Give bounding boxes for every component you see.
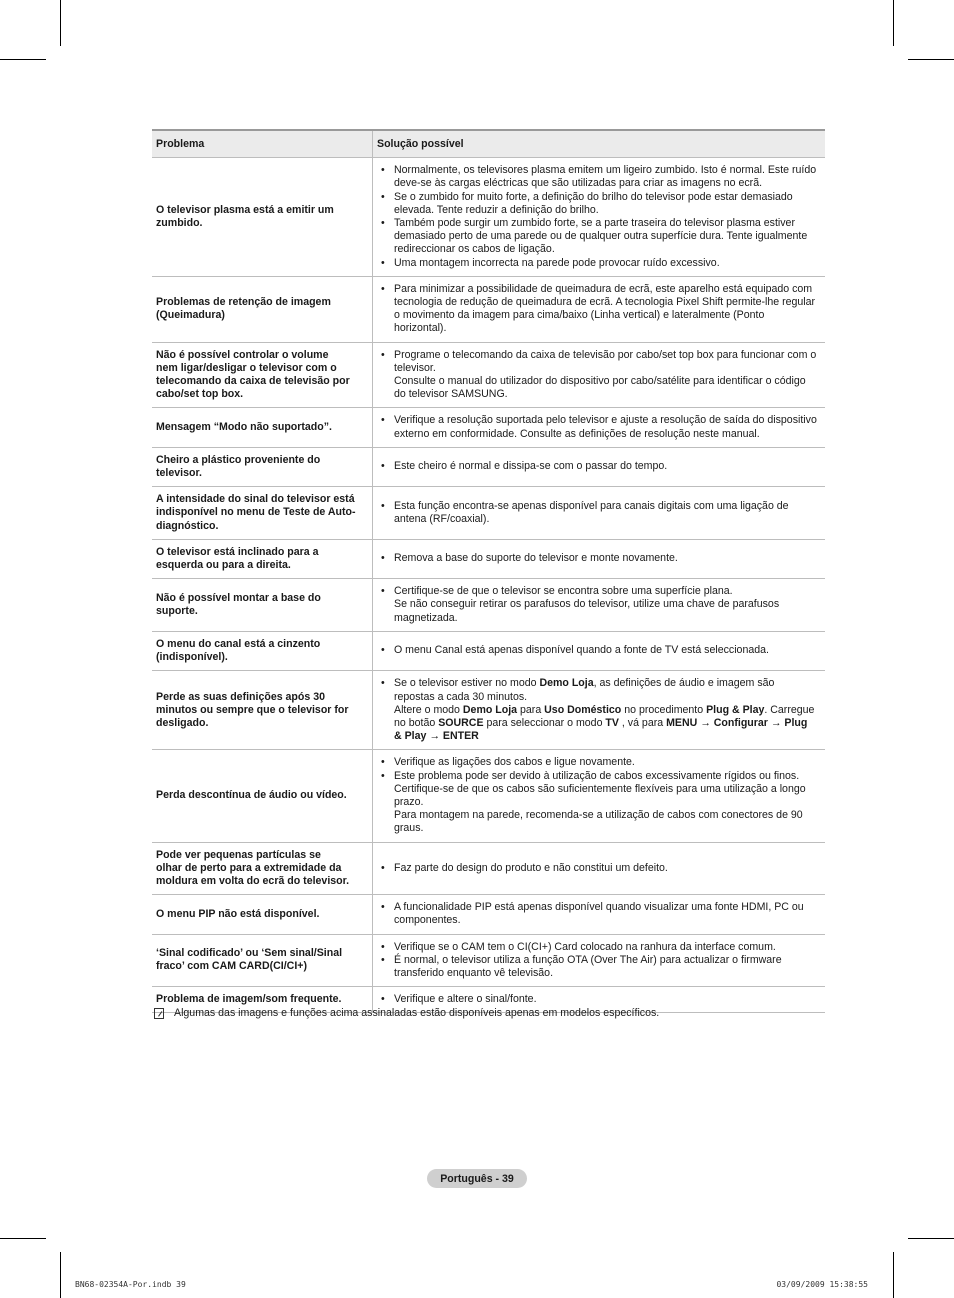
solution-cell	[373, 750, 826, 842]
solution-item	[379, 257, 817, 270]
solution-cell	[373, 487, 826, 540]
solution-text: Verifique se o CAM tem o CI(CI+) Card colocado na ranhura da interface comum.	[394, 940, 776, 953]
problem-text: nem ligar/desligar o televisor com o	[156, 361, 337, 374]
solution-list	[379, 349, 817, 402]
table-row	[152, 342, 825, 408]
problem-cell	[152, 539, 373, 578]
note-icon	[154, 1008, 164, 1019]
solution-text: no procedimento	[621, 703, 707, 716]
note-text: Algumas das imagens e funções acima assinaladas estão disponíveis apenas em modelos específicos.	[174, 1007, 660, 1019]
table-row	[152, 408, 825, 447]
solution-item	[379, 217, 817, 257]
solution-list	[379, 862, 817, 875]
table-body	[152, 158, 825, 1013]
solution-cell	[373, 842, 826, 895]
problem-text: ‘Sinal codificado’ ou ‘Sem sinal/Sinal	[156, 947, 343, 960]
solution-emphasis: Plug & Play	[394, 716, 808, 743]
solution-list	[379, 164, 817, 270]
problem-text: indisponível no menu de Teste de Auto-	[156, 506, 356, 519]
solution-text: Altere o modo	[394, 703, 463, 716]
solution-continuation	[379, 809, 817, 835]
solution-cell	[373, 408, 826, 447]
problem-text: Mensagem “Modo não suportado”.	[156, 421, 332, 434]
problem-text: televisor.	[156, 467, 202, 480]
solution-list	[379, 941, 817, 981]
table-row	[152, 158, 825, 277]
problem-cell	[152, 895, 373, 934]
solution-text: Faz parte do design do produto e não constitui um defeito.	[394, 861, 668, 874]
solution-text: Uma montagem incorrecta na parede pode provocar ruído excessivo.	[394, 256, 720, 269]
solution-list	[379, 901, 817, 927]
problem-text: Problema de imagem/som frequente.	[156, 993, 342, 1006]
troubleshooting-table	[152, 129, 825, 1013]
solution-cell	[373, 276, 826, 342]
problem-cell	[152, 342, 373, 408]
problem-text: O televisor plasma está a emitir um	[156, 203, 334, 216]
table-row	[152, 447, 825, 486]
solution-emphasis: ENTER	[442, 730, 479, 743]
table-header-row	[152, 130, 825, 158]
solution-item	[379, 349, 817, 375]
problem-cell	[152, 447, 373, 486]
problem-cell	[152, 408, 373, 447]
problem-cell	[152, 842, 373, 895]
solution-continuation	[379, 704, 817, 744]
solution-item	[379, 756, 817, 769]
problem-text: Cheiro a plástico proveniente do	[156, 453, 321, 466]
problem-cell	[152, 487, 373, 540]
problem-text: O menu do canal está a cinzento	[156, 637, 321, 650]
problem-text: A intensidade do sinal do televisor está	[156, 493, 355, 506]
solution-text: Este problema pode ser devido à utilização de cabos excessivamente rígidos ou finos.	[394, 769, 800, 782]
header-solution: Solução possível	[373, 130, 826, 158]
table-row	[152, 631, 825, 670]
problem-text: diagnóstico.	[156, 519, 219, 532]
solution-text: →	[697, 716, 714, 729]
problem-text: telecomando da caixa de televisão por	[156, 375, 350, 388]
solution-item	[379, 941, 817, 954]
solution-text: Se o zumbido for muito forte, a definição do brilho do televisor pode estar demasiado elevada. Tente reduzir a definição do brilho.	[394, 190, 793, 216]
problem-text: Pode ver pequenas partículas se	[156, 848, 321, 861]
solution-text: →	[426, 730, 443, 743]
solution-emphasis: TV	[605, 716, 619, 729]
crop-mark	[908, 59, 954, 60]
solution-cell	[373, 579, 826, 632]
footer-timestamp: 03/09/2009 15:38:55	[776, 1280, 868, 1289]
footer-file-info: BN68-02354A-Por.indb 39	[75, 1280, 186, 1289]
problem-text: fraco’ com CAM CARD(CI/CI+)	[156, 960, 307, 973]
solution-list	[379, 585, 817, 625]
solution-cell	[373, 895, 826, 934]
problem-text: esquerda ou para a direita.	[156, 559, 291, 572]
solution-text: →	[767, 716, 785, 729]
solution-continuation	[379, 375, 817, 401]
solution-text: Verifique a resolução suportada pelo televisor e ajuste a resolução de saída do dispositivo externo em conformidade. Consulte as definições de resolução neste manual.	[394, 414, 817, 440]
solution-item	[379, 954, 817, 980]
solution-text: Também pode surgir um zumbido forte, se a parte traseira do televisor plasma estiver demasiado perto de uma parede ou de qualquer outra superfície dura. Tente igualmente redireccionar os cabos de ligação.	[394, 217, 808, 256]
solution-emphasis: Uso Doméstico	[544, 703, 622, 716]
solution-text: Verifique as ligações dos cabos e ligue novamente.	[394, 756, 635, 769]
solution-continuation	[379, 783, 817, 809]
solution-text: Consulte o manual do utilizador do dispositivo por cabo/satélite para identificar o código do televisor SAMSUNG.	[394, 375, 806, 401]
solution-cell	[373, 158, 826, 277]
problem-text: Perde as suas definições após 30	[156, 690, 325, 703]
solution-list	[379, 677, 817, 743]
solution-continuation	[379, 598, 817, 624]
solution-text: Programe o telecomando da caixa de televisão por cabo/set top box para funcionar com o televisor.	[394, 348, 817, 374]
solution-text: Este cheiro é normal e dissipa-se com o passar do tempo.	[394, 460, 668, 473]
solution-cell	[373, 631, 826, 670]
solution-text: . Carregue no botão	[394, 703, 815, 729]
solution-text: Verifique e altere o sinal/fonte.	[394, 993, 537, 1006]
solution-item	[379, 191, 817, 217]
problem-cell	[152, 671, 373, 750]
problem-text: Problemas de retenção de imagem	[156, 296, 331, 309]
solution-text: O menu Canal está apenas disponível quando a fonte de TV está seleccionada.	[394, 644, 769, 657]
solution-emphasis: MENU	[666, 716, 698, 729]
solution-text: , as definições de áudio e imagem são repostas a cada 30 minutos.	[394, 677, 775, 703]
solution-item	[379, 164, 817, 190]
solution-list	[379, 993, 817, 1006]
problem-text: zumbido.	[156, 217, 203, 230]
crop-mark	[60, 1252, 61, 1298]
problem-text: cabo/set top box.	[156, 388, 244, 401]
solution-emphasis: SOURCE	[438, 716, 484, 729]
problem-text: (Queimadura)	[156, 309, 225, 322]
solution-list	[379, 500, 817, 526]
problem-cell	[152, 631, 373, 670]
table-row	[152, 487, 825, 540]
problem-text: Não é possível montar a base do	[156, 591, 321, 604]
problem-text: desligado.	[156, 716, 209, 729]
solution-cell	[373, 447, 826, 486]
solution-item	[379, 552, 817, 565]
solution-text: A funcionalidade PIP está apenas disponível quando visualizar uma fonte HDMI, PC ou componentes.	[394, 901, 804, 927]
solution-list	[379, 414, 817, 440]
table-row	[152, 934, 825, 987]
solution-text: Se o televisor estiver no modo	[394, 677, 540, 690]
solution-item	[379, 770, 817, 783]
table-row	[152, 671, 825, 750]
solution-text: Remova a base do suporte do televisor e monte novamente.	[394, 552, 678, 565]
table-row	[152, 579, 825, 632]
solution-text: Certifique-se de que o televisor se encontra sobre uma superfície plana.	[394, 585, 733, 598]
problem-text: Não é possível controlar o volume	[156, 348, 329, 361]
header-problem: Problema	[152, 130, 373, 158]
solution-text: Para montagem na parede, recomenda-se a utilização de cabos com conectores de 90 graus.	[394, 809, 803, 835]
solution-item	[379, 500, 817, 526]
solution-item	[379, 677, 817, 703]
crop-mark	[0, 1238, 46, 1239]
solution-text: , vá para	[618, 716, 667, 729]
solution-text: para seleccionar o modo	[483, 716, 606, 729]
crop-mark	[908, 1238, 954, 1239]
solution-item	[379, 901, 817, 927]
problem-cell	[152, 934, 373, 987]
solution-list	[379, 644, 817, 657]
table-row	[152, 276, 825, 342]
solution-text: Normalmente, os televisores plasma emitem um ligeiro zumbido. Isto é normal. Este ruído deve-se às cargas eléctricas que são utilizadas para criar as imagens no ecrã.	[394, 164, 817, 190]
crop-mark	[893, 1252, 894, 1298]
solution-cell	[373, 671, 826, 750]
note	[152, 1007, 825, 1019]
table-row	[152, 539, 825, 578]
solution-item	[379, 460, 817, 473]
solution-text: Esta função encontra-se apenas disponível para canais digitais com uma ligação de antena (RF/coaxial).	[394, 499, 789, 526]
solution-cell	[373, 934, 826, 987]
problem-text: olhar de perto para a extremidade da	[156, 861, 342, 874]
table-row	[152, 895, 825, 934]
problem-cell	[152, 750, 373, 842]
crop-mark	[893, 0, 894, 46]
solution-emphasis: Configurar	[713, 716, 768, 729]
solution-item	[379, 585, 817, 598]
crop-mark	[0, 59, 46, 60]
page-number-badge: Português - 39	[427, 1169, 527, 1188]
solution-item	[379, 283, 817, 336]
problem-text: suporte.	[156, 605, 198, 618]
solution-emphasis: Demo Loja	[462, 703, 518, 716]
crop-mark	[60, 0, 61, 46]
table-row	[152, 842, 825, 895]
solution-item	[379, 993, 817, 1006]
solution-text: É normal, o televisor utiliza a função OTA (Over The Air) para actualizar o firmware transferido enquanto vê televisão.	[394, 953, 782, 979]
problem-text: minutos ou sempre que o televisor for	[156, 703, 349, 716]
problem-text: (indisponível).	[156, 651, 228, 664]
table-row	[152, 750, 825, 842]
solution-emphasis: Demo Loja	[539, 677, 594, 690]
solution-list	[379, 283, 817, 336]
solution-item	[379, 644, 817, 657]
solution-list	[379, 552, 817, 565]
solution-list	[379, 460, 817, 473]
problem-text: O menu PIP não está disponível.	[156, 907, 320, 920]
solution-cell	[373, 539, 826, 578]
problem-cell	[152, 158, 373, 277]
solution-text: Certifique-se de que os cabos são suficientemente flexíveis para uma utilização a longo prazo.	[394, 782, 806, 808]
problem-text: Perda descontínua de áudio ou vídeo.	[156, 789, 347, 802]
solution-cell	[373, 342, 826, 408]
solution-text: Para minimizar a possibilidade de queimadura de ecrã, este aparelho está equipado com tecnologia de redução de queimadura de ecrã. A tecnologia Pixel Shift permite-lhe regular o movimento da imagem para cima/baixo (Linha vertical) e lateralmente (Ponto horizontal).	[394, 282, 816, 335]
problem-text: moldura em volta do ecrã do televisor.	[156, 874, 350, 887]
solution-text: Se não conseguir retirar os parafusos do televisor, utilize uma chave de parafusos magnetizada.	[394, 598, 780, 624]
solution-item	[379, 862, 817, 875]
problem-cell	[152, 276, 373, 342]
problem-text: O televisor está inclinado para a	[156, 545, 319, 558]
solution-list	[379, 756, 817, 835]
problem-cell	[152, 579, 373, 632]
solution-item	[379, 414, 817, 440]
solution-text: para	[517, 703, 545, 716]
solution-emphasis: Plug & Play	[706, 703, 765, 716]
